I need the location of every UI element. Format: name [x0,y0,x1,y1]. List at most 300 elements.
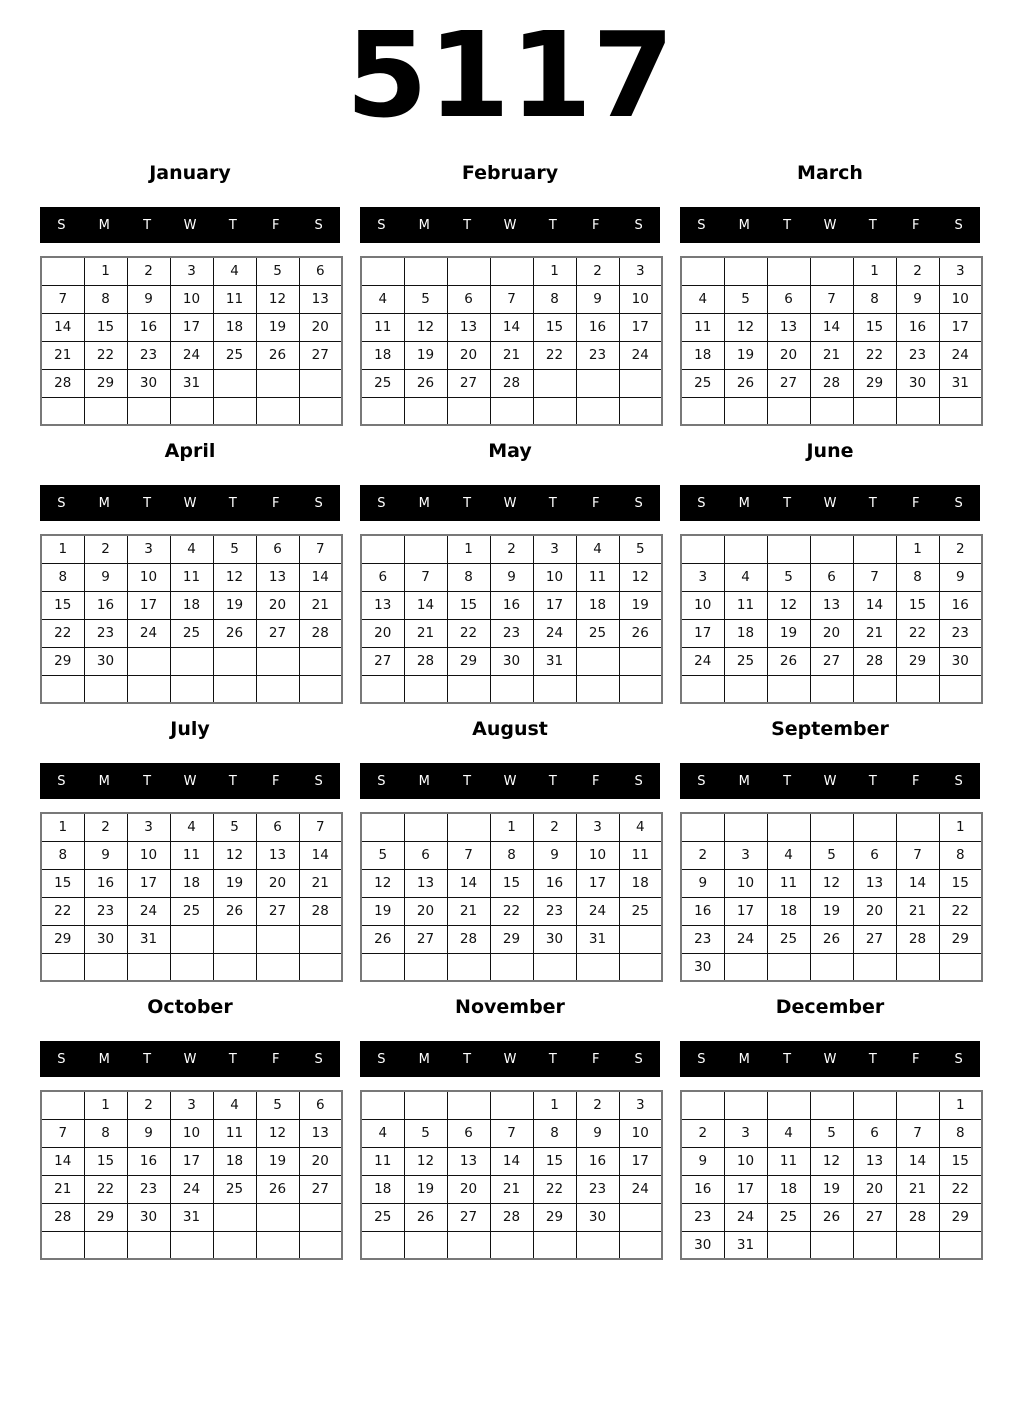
day-cell: 15 [939,869,982,897]
day-cell: 6 [810,563,853,591]
empty-day-cell [619,369,662,397]
day-cell: 21 [490,341,533,369]
day-cell: 18 [361,1175,404,1203]
month-block [360,706,660,984]
day-cell: 15 [41,591,84,619]
weekday-label: S [377,495,386,511]
day-cell: 6 [256,813,299,841]
day-cell: 19 [724,341,767,369]
day-cell: 15 [84,313,127,341]
week-row [361,925,662,953]
weekday-label: F [591,217,600,233]
day-cell: 25 [576,619,619,647]
day-cell: 14 [490,1147,533,1175]
day-cell: 20 [447,1175,490,1203]
day-cell: 29 [853,369,896,397]
month-title: April [164,440,216,462]
weekday-label: W [183,217,197,233]
day-cell: 15 [853,313,896,341]
weekday-label: F [911,495,920,511]
weekday-label: M [98,773,110,789]
week-row [681,369,982,397]
day-cell: 6 [404,841,447,869]
month-day-grid-body [681,535,982,703]
day-cell: 3 [681,563,724,591]
day-cell: 10 [619,285,662,313]
empty-day-cell [533,369,576,397]
day-cell: 27 [447,1203,490,1231]
day-cell: 14 [896,869,939,897]
empty-day-cell [810,675,853,703]
week-row [41,341,342,369]
empty-day-cell [84,397,127,425]
week-row [41,591,342,619]
empty-day-cell [853,953,896,981]
day-cell: 14 [810,313,853,341]
empty-day-cell [724,257,767,285]
day-cell: 15 [533,313,576,341]
empty-day-cell [619,1231,662,1259]
empty-day-cell [299,675,342,703]
day-cell: 7 [490,1119,533,1147]
month-day-grid [40,1090,343,1260]
day-cell: 28 [41,1203,84,1231]
weekday-label: S [634,217,643,233]
week-row [41,675,342,703]
day-cell: 20 [256,869,299,897]
weekday-label: T [228,495,237,511]
empty-day-cell [213,1203,256,1231]
day-cell: 1 [447,535,490,563]
day-cell: 15 [896,591,939,619]
empty-day-cell [810,813,853,841]
month-title: February [461,162,559,184]
day-cell: 16 [127,1147,170,1175]
week-row [681,285,982,313]
day-cell: 20 [299,1147,342,1175]
weekday-header-row [680,207,980,243]
day-cell: 2 [127,1091,170,1119]
month-day-grid [360,534,663,704]
day-cell: 22 [447,619,490,647]
day-cell: 25 [767,925,810,953]
day-cell: 24 [619,1175,662,1203]
day-cell: 9 [681,1147,724,1175]
empty-day-cell [41,397,84,425]
day-cell: 22 [41,897,84,925]
weekday-label: S [954,773,963,789]
empty-day-cell [447,953,490,981]
day-cell: 12 [361,869,404,897]
empty-day-cell [361,953,404,981]
day-cell: 9 [490,563,533,591]
day-cell: 10 [681,591,724,619]
empty-day-cell [447,397,490,425]
weekday-label: T [868,1051,877,1067]
month-block [680,984,980,1262]
day-cell: 13 [256,841,299,869]
day-cell: 24 [619,341,662,369]
day-cell: 31 [170,1203,213,1231]
day-cell: 29 [939,1203,982,1231]
week-row [41,647,342,675]
weekday-label: M [738,1051,750,1067]
day-cell: 20 [256,591,299,619]
day-cell: 31 [939,369,982,397]
day-cell: 20 [853,897,896,925]
empty-day-cell [810,1091,853,1119]
empty-day-cell [299,953,342,981]
week-row [41,953,342,981]
day-cell: 9 [576,285,619,313]
day-cell: 13 [256,563,299,591]
day-cell: 15 [41,869,84,897]
empty-day-cell [127,675,170,703]
day-cell: 2 [896,257,939,285]
day-cell: 25 [619,897,662,925]
day-cell: 26 [213,619,256,647]
empty-day-cell [681,397,724,425]
week-row [41,285,342,313]
day-cell: 2 [84,813,127,841]
weekday-label: T [228,1051,237,1067]
week-row [41,257,342,285]
month-day-grid [40,534,343,704]
weekday-header-row [40,763,340,799]
week-row [41,619,342,647]
day-cell: 30 [84,647,127,675]
empty-day-cell [724,1091,767,1119]
empty-day-cell [724,813,767,841]
day-cell: 16 [127,313,170,341]
day-cell: 18 [619,869,662,897]
empty-day-cell [404,1091,447,1119]
day-cell: 9 [533,841,576,869]
month-day-grid-body [361,535,662,703]
day-cell: 11 [681,313,724,341]
day-cell: 1 [853,257,896,285]
day-cell: 9 [84,841,127,869]
empty-day-cell [681,257,724,285]
weekday-label: M [418,217,430,233]
empty-day-cell [361,675,404,703]
empty-day-cell [127,647,170,675]
day-cell: 12 [404,1147,447,1175]
weekday-label: S [634,1051,643,1067]
day-cell: 28 [404,647,447,675]
weekday-label: W [183,773,197,789]
day-cell: 5 [361,841,404,869]
month-title: June [806,440,854,462]
day-cell: 21 [299,591,342,619]
day-cell: 14 [896,1147,939,1175]
day-cell: 5 [213,535,256,563]
empty-day-cell [810,397,853,425]
day-cell: 28 [299,897,342,925]
day-cell: 21 [299,869,342,897]
week-row [41,397,342,425]
weekday-label: T [228,217,237,233]
day-cell: 27 [853,925,896,953]
weekday-label: F [591,773,600,789]
empty-day-cell [404,535,447,563]
day-cell: 7 [41,285,84,313]
empty-day-cell [896,813,939,841]
day-cell: 7 [41,1119,84,1147]
day-cell: 31 [127,925,170,953]
day-cell: 7 [810,285,853,313]
day-cell: 8 [84,1119,127,1147]
month-block [680,150,980,428]
empty-day-cell [213,397,256,425]
empty-day-cell [447,813,490,841]
month-day-grid [680,1090,983,1260]
day-cell: 22 [490,897,533,925]
month-day-grid-body [41,813,342,981]
weekday-label: F [911,217,920,233]
day-cell: 14 [41,1147,84,1175]
day-cell: 12 [810,869,853,897]
day-cell: 13 [404,869,447,897]
day-cell: 21 [41,341,84,369]
day-cell: 20 [810,619,853,647]
day-cell: 12 [767,591,810,619]
day-cell: 29 [447,647,490,675]
week-row [681,869,982,897]
day-cell: 3 [724,841,767,869]
day-cell: 16 [896,313,939,341]
weekday-label: T [228,773,237,789]
weekday-label: S [377,1051,386,1067]
day-cell: 13 [361,591,404,619]
day-cell: 12 [404,313,447,341]
day-cell: 8 [533,285,576,313]
day-cell: 8 [84,285,127,313]
week-row [681,841,982,869]
weekday-label: W [183,1051,197,1067]
empty-day-cell [533,675,576,703]
day-cell: 17 [724,897,767,925]
day-cell: 29 [939,925,982,953]
day-cell: 12 [724,313,767,341]
day-cell: 6 [853,1119,896,1147]
day-cell: 23 [490,619,533,647]
day-cell: 30 [681,953,724,981]
empty-day-cell [681,535,724,563]
empty-day-cell [256,953,299,981]
week-row [361,1091,662,1119]
weekday-label: F [271,1051,280,1067]
empty-day-cell [170,953,213,981]
empty-day-cell [361,1231,404,1259]
week-row [681,1231,982,1259]
empty-day-cell [41,953,84,981]
day-cell: 28 [853,647,896,675]
day-cell: 6 [447,285,490,313]
week-row [681,953,982,981]
empty-day-cell [767,535,810,563]
empty-day-cell [490,1091,533,1119]
weekday-label: T [783,217,792,233]
day-cell: 10 [170,285,213,313]
day-cell: 24 [170,341,213,369]
day-cell: 5 [810,1119,853,1147]
empty-day-cell [404,953,447,981]
empty-day-cell [939,953,982,981]
day-cell: 24 [576,897,619,925]
day-cell: 2 [533,813,576,841]
empty-day-cell [299,397,342,425]
weekday-label: T [783,495,792,511]
month-day-grid-body [361,257,662,425]
month-block [360,984,660,1262]
day-cell: 8 [41,563,84,591]
weekday-header-row [680,485,980,521]
month-title: August [472,718,548,740]
weekday-label: T [548,773,557,789]
week-row [361,647,662,675]
day-cell: 6 [299,257,342,285]
day-cell: 15 [84,1147,127,1175]
day-cell: 23 [576,1175,619,1203]
weekday-label: S [57,217,66,233]
day-cell: 2 [127,257,170,285]
weekday-label: T [463,495,472,511]
day-cell: 22 [533,341,576,369]
day-cell: 3 [619,257,662,285]
day-cell: 10 [939,285,982,313]
day-cell: 29 [896,647,939,675]
day-cell: 1 [41,535,84,563]
weekday-label: S [57,773,66,789]
day-cell: 9 [127,285,170,313]
month-day-grid-body [681,1091,982,1259]
week-row [41,1119,342,1147]
day-cell: 24 [939,341,982,369]
empty-day-cell [213,675,256,703]
day-cell: 16 [84,591,127,619]
day-cell: 24 [724,1203,767,1231]
empty-day-cell [41,675,84,703]
empty-day-cell [853,1231,896,1259]
weekday-label: T [463,217,472,233]
weekday-label: W [503,1051,517,1067]
month-day-grid [360,1090,663,1260]
day-cell: 17 [170,1147,213,1175]
empty-day-cell [724,675,767,703]
day-cell: 23 [681,925,724,953]
day-cell: 15 [447,591,490,619]
day-cell: 31 [724,1231,767,1259]
empty-day-cell [810,535,853,563]
day-cell: 14 [41,313,84,341]
empty-day-cell [724,397,767,425]
month-block [40,428,340,706]
day-cell: 18 [576,591,619,619]
day-cell: 29 [490,925,533,953]
week-row [361,1147,662,1175]
day-cell: 12 [256,285,299,313]
week-row [41,1175,342,1203]
month-day-grid-body [41,1091,342,1259]
week-row [361,869,662,897]
empty-day-cell [490,675,533,703]
empty-day-cell [853,1091,896,1119]
weekday-label: T [143,773,152,789]
week-row [361,841,662,869]
day-cell: 5 [256,257,299,285]
day-cell: 14 [853,591,896,619]
day-cell: 25 [170,619,213,647]
weekday-label: F [271,773,280,789]
empty-day-cell [447,1231,490,1259]
empty-day-cell [41,1231,84,1259]
month-day-grid [40,812,343,982]
day-cell: 2 [576,1091,619,1119]
empty-day-cell [299,925,342,953]
empty-day-cell [619,925,662,953]
week-row [361,369,662,397]
day-cell: 5 [767,563,810,591]
day-cell: 23 [127,1175,170,1203]
day-cell: 7 [299,813,342,841]
day-cell: 26 [810,1203,853,1231]
day-cell: 26 [256,1175,299,1203]
weekday-label: W [823,773,837,789]
week-row [361,313,662,341]
weekday-label: T [548,217,557,233]
day-cell: 10 [170,1119,213,1147]
day-cell: 1 [41,813,84,841]
day-cell: 3 [619,1091,662,1119]
week-row [41,535,342,563]
weekday-label: S [697,217,706,233]
day-cell: 17 [127,591,170,619]
month-day-grid [360,812,663,982]
empty-day-cell [404,257,447,285]
day-cell: 31 [170,369,213,397]
day-cell: 4 [361,285,404,313]
day-cell: 26 [213,897,256,925]
week-row [681,1147,982,1175]
empty-day-cell [619,675,662,703]
day-cell: 1 [939,1091,982,1119]
month-day-grid [680,812,983,982]
empty-day-cell [404,813,447,841]
month-title: May [488,440,532,462]
empty-day-cell [533,1231,576,1259]
month-block [680,706,980,984]
weekday-label: F [911,773,920,789]
day-cell: 17 [533,591,576,619]
empty-day-cell [299,1203,342,1231]
day-cell: 6 [447,1119,490,1147]
weekday-label: S [314,217,323,233]
week-row [41,1231,342,1259]
empty-day-cell [810,1231,853,1259]
empty-day-cell [576,369,619,397]
empty-day-cell [896,675,939,703]
week-row [361,397,662,425]
day-cell: 20 [853,1175,896,1203]
weekday-header-row [40,207,340,243]
day-cell: 8 [447,563,490,591]
empty-day-cell [299,1231,342,1259]
empty-day-cell [127,953,170,981]
empty-day-cell [619,1203,662,1231]
day-cell: 2 [576,257,619,285]
empty-day-cell [361,257,404,285]
